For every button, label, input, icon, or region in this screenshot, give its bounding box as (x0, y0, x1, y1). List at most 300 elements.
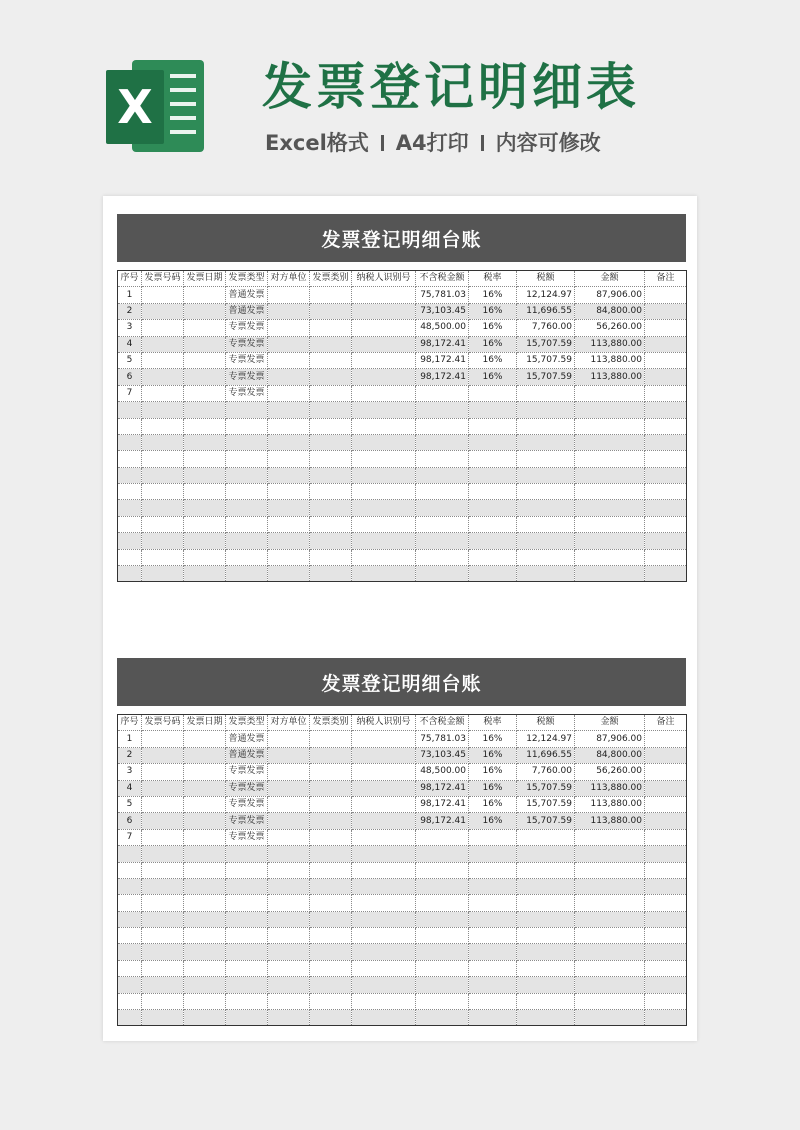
table-cell[interactable] (226, 516, 268, 532)
table-cell[interactable]: 4 (118, 336, 142, 352)
table-cell[interactable]: 普通发票 (226, 731, 268, 747)
table-cell[interactable] (352, 418, 416, 434)
table-cell[interactable] (184, 928, 226, 944)
table-cell[interactable] (469, 434, 517, 450)
table-cell[interactable] (352, 402, 416, 418)
table-cell[interactable] (118, 1010, 142, 1026)
table-cell[interactable] (469, 977, 517, 993)
table-cell[interactable] (310, 878, 352, 894)
table-cell[interactable] (226, 993, 268, 1009)
table-cell[interactable] (517, 402, 575, 418)
table-cell[interactable] (268, 846, 310, 862)
table-cell[interactable] (184, 303, 226, 319)
table-cell[interactable] (517, 484, 575, 500)
table-cell[interactable] (575, 434, 645, 450)
table-cell[interactable] (575, 467, 645, 483)
table-cell[interactable] (310, 434, 352, 450)
table-cell[interactable] (645, 533, 687, 549)
table-cell[interactable] (352, 846, 416, 862)
table-cell[interactable] (184, 944, 226, 960)
table-cell[interactable] (268, 287, 310, 303)
table-cell[interactable] (184, 862, 226, 878)
table-cell[interactable] (142, 780, 184, 796)
table-cell[interactable] (575, 484, 645, 500)
table-cell[interactable] (226, 862, 268, 878)
table-cell[interactable] (118, 467, 142, 483)
table-cell[interactable] (645, 320, 687, 336)
table-cell[interactable] (118, 944, 142, 960)
table-cell[interactable] (142, 287, 184, 303)
table-cell[interactable] (142, 320, 184, 336)
table-cell[interactable] (310, 862, 352, 878)
table-cell[interactable]: 专票发票 (226, 764, 268, 780)
table-cell[interactable] (310, 993, 352, 1009)
table-cell[interactable] (310, 418, 352, 434)
table-cell[interactable] (575, 993, 645, 1009)
table-cell[interactable] (118, 549, 142, 565)
table-cell[interactable] (268, 566, 310, 582)
table-cell[interactable] (645, 731, 687, 747)
table-cell[interactable] (268, 928, 310, 944)
table-cell[interactable] (352, 829, 416, 845)
table-cell[interactable] (226, 418, 268, 434)
table-cell[interactable] (142, 385, 184, 401)
table-cell[interactable] (310, 764, 352, 780)
table-cell[interactable] (469, 549, 517, 565)
table-cell[interactable] (184, 566, 226, 582)
table-cell[interactable] (142, 895, 184, 911)
table-cell[interactable]: 113,880.00 (575, 352, 645, 368)
table-cell[interactable] (645, 796, 687, 812)
table-cell[interactable] (184, 895, 226, 911)
table-cell[interactable] (226, 533, 268, 549)
table-cell[interactable] (416, 467, 469, 483)
table-cell[interactable] (416, 402, 469, 418)
table-cell[interactable] (226, 500, 268, 516)
table-cell[interactable]: 7,760.00 (517, 320, 575, 336)
table-cell[interactable]: 1 (118, 731, 142, 747)
table-cell[interactable] (352, 928, 416, 944)
table-cell[interactable] (416, 911, 469, 927)
table-cell[interactable]: 3 (118, 320, 142, 336)
table-cell[interactable] (517, 500, 575, 516)
table-cell[interactable] (310, 352, 352, 368)
table-cell[interactable] (118, 993, 142, 1009)
table-cell[interactable] (645, 566, 687, 582)
table-cell[interactable] (268, 434, 310, 450)
table-cell[interactable] (645, 895, 687, 911)
table-cell[interactable] (352, 1010, 416, 1026)
table-cell[interactable] (310, 369, 352, 385)
table-cell[interactable] (142, 549, 184, 565)
table-cell[interactable] (517, 434, 575, 450)
table-cell[interactable] (226, 928, 268, 944)
table-cell[interactable] (352, 796, 416, 812)
table-cell[interactable] (645, 352, 687, 368)
table-cell[interactable] (310, 566, 352, 582)
table-cell[interactable] (142, 1010, 184, 1026)
table-cell[interactable] (352, 977, 416, 993)
table-cell[interactable] (352, 944, 416, 960)
table-cell[interactable] (645, 780, 687, 796)
table-cell[interactable] (118, 451, 142, 467)
table-cell[interactable]: 48,500.00 (416, 764, 469, 780)
table-cell[interactable] (268, 352, 310, 368)
table-cell[interactable] (469, 402, 517, 418)
table-cell[interactable] (142, 944, 184, 960)
table-cell[interactable] (575, 911, 645, 927)
table-cell[interactable] (268, 796, 310, 812)
table-cell[interactable] (142, 484, 184, 500)
table-cell[interactable] (142, 747, 184, 763)
table-cell[interactable] (575, 977, 645, 993)
table-cell[interactable] (575, 862, 645, 878)
table-cell[interactable] (416, 516, 469, 532)
table-cell[interactable]: 15,707.59 (517, 780, 575, 796)
table-cell[interactable] (352, 549, 416, 565)
table-cell[interactable] (645, 467, 687, 483)
table-cell[interactable] (268, 467, 310, 483)
table-cell[interactable] (469, 533, 517, 549)
table-cell[interactable] (469, 385, 517, 401)
table-cell[interactable] (118, 402, 142, 418)
table-cell[interactable] (184, 796, 226, 812)
table-cell[interactable] (142, 960, 184, 976)
table-cell[interactable] (469, 566, 517, 582)
table-cell[interactable] (645, 829, 687, 845)
table-cell[interactable] (310, 549, 352, 565)
table-cell[interactable] (469, 1010, 517, 1026)
table-cell[interactable] (142, 928, 184, 944)
table-cell[interactable] (310, 796, 352, 812)
table-cell[interactable]: 113,880.00 (575, 813, 645, 829)
table-cell[interactable] (575, 829, 645, 845)
table-cell[interactable] (517, 451, 575, 467)
table-cell[interactable] (118, 878, 142, 894)
table-cell[interactable] (268, 369, 310, 385)
table-cell[interactable] (142, 977, 184, 993)
table-cell[interactable] (226, 846, 268, 862)
table-cell[interactable] (416, 549, 469, 565)
table-cell[interactable] (310, 911, 352, 927)
table-cell[interactable] (310, 303, 352, 319)
table-cell[interactable] (517, 862, 575, 878)
table-cell[interactable]: 98,172.41 (416, 813, 469, 829)
table-cell[interactable] (416, 960, 469, 976)
table-cell[interactable] (352, 369, 416, 385)
table-cell[interactable]: 专票发票 (226, 352, 268, 368)
table-cell[interactable] (645, 516, 687, 532)
table-cell[interactable]: 84,800.00 (575, 747, 645, 763)
table-cell[interactable]: 2 (118, 303, 142, 319)
table-cell[interactable] (575, 533, 645, 549)
table-cell[interactable] (142, 911, 184, 927)
table-cell[interactable] (268, 516, 310, 532)
table-cell[interactable]: 15,707.59 (517, 336, 575, 352)
table-cell[interactable] (416, 895, 469, 911)
table-cell[interactable] (469, 829, 517, 845)
table-cell[interactable]: 73,103.45 (416, 747, 469, 763)
table-cell[interactable] (268, 960, 310, 976)
table-cell[interactable] (118, 928, 142, 944)
table-cell[interactable] (575, 944, 645, 960)
table-cell[interactable] (226, 484, 268, 500)
table-cell[interactable] (184, 731, 226, 747)
table-cell[interactable] (575, 895, 645, 911)
table-cell[interactable]: 专票发票 (226, 780, 268, 796)
table-cell[interactable] (575, 960, 645, 976)
table-cell[interactable] (352, 813, 416, 829)
table-cell[interactable] (310, 960, 352, 976)
table-cell[interactable] (310, 928, 352, 944)
table-cell[interactable] (184, 993, 226, 1009)
table-cell[interactable] (352, 352, 416, 368)
table-cell[interactable] (184, 320, 226, 336)
table-cell[interactable] (645, 451, 687, 467)
table-cell[interactable] (645, 369, 687, 385)
table-cell[interactable]: 15,707.59 (517, 369, 575, 385)
table-cell[interactable] (118, 516, 142, 532)
table-cell[interactable] (268, 977, 310, 993)
table-cell[interactable] (226, 960, 268, 976)
table-cell[interactable] (645, 911, 687, 927)
table-cell[interactable] (645, 1010, 687, 1026)
table-cell[interactable] (118, 434, 142, 450)
table-cell[interactable] (118, 533, 142, 549)
table-cell[interactable] (184, 780, 226, 796)
table-cell[interactable] (268, 533, 310, 549)
table-cell[interactable] (416, 928, 469, 944)
table-cell[interactable] (645, 862, 687, 878)
table-cell[interactable] (184, 484, 226, 500)
table-cell[interactable] (268, 944, 310, 960)
table-cell[interactable] (645, 484, 687, 500)
table-cell[interactable]: 11,696.55 (517, 303, 575, 319)
table-cell[interactable] (310, 484, 352, 500)
table-cell[interactable] (645, 402, 687, 418)
table-cell[interactable] (352, 731, 416, 747)
table-cell[interactable] (416, 418, 469, 434)
table-cell[interactable] (142, 813, 184, 829)
table-cell[interactable] (310, 500, 352, 516)
table-cell[interactable]: 5 (118, 796, 142, 812)
table-cell[interactable]: 16% (469, 336, 517, 352)
table-cell[interactable] (416, 977, 469, 993)
table-cell[interactable] (142, 533, 184, 549)
table-cell[interactable] (352, 747, 416, 763)
table-cell[interactable]: 75,781.03 (416, 731, 469, 747)
table-cell[interactable] (517, 960, 575, 976)
table-cell[interactable]: 98,172.41 (416, 796, 469, 812)
table-cell[interactable] (645, 418, 687, 434)
table-cell[interactable] (352, 911, 416, 927)
table-cell[interactable] (575, 566, 645, 582)
table-cell[interactable]: 98,172.41 (416, 352, 469, 368)
table-cell[interactable]: 84,800.00 (575, 303, 645, 319)
table-cell[interactable] (268, 747, 310, 763)
table-cell[interactable] (352, 500, 416, 516)
table-cell[interactable] (469, 846, 517, 862)
table-cell[interactable] (226, 977, 268, 993)
table-cell[interactable]: 56,260.00 (575, 320, 645, 336)
table-cell[interactable] (310, 813, 352, 829)
table-cell[interactable] (142, 434, 184, 450)
table-cell[interactable]: 专票发票 (226, 385, 268, 401)
table-cell[interactable] (352, 878, 416, 894)
table-cell[interactable] (645, 336, 687, 352)
table-cell[interactable]: 专票发票 (226, 813, 268, 829)
table-cell[interactable] (226, 566, 268, 582)
table-cell[interactable] (226, 944, 268, 960)
table-cell[interactable] (268, 862, 310, 878)
table-cell[interactable] (310, 320, 352, 336)
table-cell[interactable] (310, 451, 352, 467)
table-cell[interactable] (142, 451, 184, 467)
table-cell[interactable] (645, 960, 687, 976)
table-cell[interactable]: 87,906.00 (575, 731, 645, 747)
table-cell[interactable] (226, 467, 268, 483)
table-cell[interactable] (575, 1010, 645, 1026)
table-cell[interactable] (517, 977, 575, 993)
table-cell[interactable] (118, 862, 142, 878)
table-cell[interactable] (310, 944, 352, 960)
table-cell[interactable] (352, 467, 416, 483)
table-cell[interactable]: 1 (118, 287, 142, 303)
table-cell[interactable]: 16% (469, 369, 517, 385)
table-cell[interactable] (352, 516, 416, 532)
table-cell[interactable] (352, 434, 416, 450)
table-cell[interactable] (517, 516, 575, 532)
table-cell[interactable] (268, 549, 310, 565)
table-cell[interactable] (352, 764, 416, 780)
table-cell[interactable] (645, 549, 687, 565)
table-cell[interactable] (268, 402, 310, 418)
table-cell[interactable]: 专票发票 (226, 796, 268, 812)
table-cell[interactable] (184, 451, 226, 467)
table-cell[interactable] (142, 402, 184, 418)
table-cell[interactable] (184, 911, 226, 927)
table-cell[interactable]: 16% (469, 764, 517, 780)
table-cell[interactable] (142, 764, 184, 780)
table-cell[interactable] (184, 369, 226, 385)
table-cell[interactable] (142, 369, 184, 385)
table-cell[interactable] (352, 336, 416, 352)
table-cell[interactable] (645, 747, 687, 763)
table-cell[interactable] (352, 862, 416, 878)
table-cell[interactable] (645, 813, 687, 829)
table-cell[interactable] (469, 993, 517, 1009)
table-cell[interactable] (517, 467, 575, 483)
table-cell[interactable] (142, 993, 184, 1009)
table-cell[interactable]: 专票发票 (226, 829, 268, 845)
table-cell[interactable]: 113,880.00 (575, 369, 645, 385)
table-cell[interactable] (268, 764, 310, 780)
table-cell[interactable] (184, 418, 226, 434)
table-cell[interactable] (517, 829, 575, 845)
table-cell[interactable] (226, 878, 268, 894)
table-cell[interactable] (469, 418, 517, 434)
table-cell[interactable] (352, 780, 416, 796)
table-cell[interactable] (416, 846, 469, 862)
table-cell[interactable] (352, 895, 416, 911)
table-cell[interactable] (184, 336, 226, 352)
table-cell[interactable] (118, 911, 142, 927)
table-cell[interactable]: 16% (469, 731, 517, 747)
table-cell[interactable] (469, 451, 517, 467)
table-cell[interactable] (645, 928, 687, 944)
table-cell[interactable] (226, 1010, 268, 1026)
table-cell[interactable] (645, 434, 687, 450)
table-cell[interactable] (268, 780, 310, 796)
table-cell[interactable]: 普通发票 (226, 287, 268, 303)
table-cell[interactable]: 6 (118, 369, 142, 385)
table-cell[interactable] (142, 467, 184, 483)
table-cell[interactable]: 7 (118, 829, 142, 845)
table-cell[interactable] (310, 846, 352, 862)
table-cell[interactable] (142, 878, 184, 894)
table-cell[interactable] (310, 336, 352, 352)
table-cell[interactable] (268, 320, 310, 336)
table-cell[interactable] (268, 418, 310, 434)
table-cell[interactable]: 56,260.00 (575, 764, 645, 780)
table-cell[interactable] (268, 385, 310, 401)
table-cell[interactable] (517, 993, 575, 1009)
table-cell[interactable] (184, 385, 226, 401)
table-cell[interactable] (310, 780, 352, 796)
table-cell[interactable] (352, 960, 416, 976)
table-cell[interactable] (416, 484, 469, 500)
table-cell[interactable] (184, 516, 226, 532)
table-cell[interactable] (118, 500, 142, 516)
table-cell[interactable] (142, 352, 184, 368)
table-cell[interactable] (184, 846, 226, 862)
table-cell[interactable] (575, 500, 645, 516)
table-cell[interactable]: 16% (469, 747, 517, 763)
table-cell[interactable] (575, 549, 645, 565)
table-cell[interactable]: 16% (469, 813, 517, 829)
table-cell[interactable] (352, 320, 416, 336)
table-cell[interactable] (142, 862, 184, 878)
table-cell[interactable] (352, 533, 416, 549)
table-cell[interactable] (517, 566, 575, 582)
table-cell[interactable] (268, 303, 310, 319)
table-cell[interactable] (575, 402, 645, 418)
table-cell[interactable] (575, 385, 645, 401)
table-cell[interactable] (184, 878, 226, 894)
table-cell[interactable]: 4 (118, 780, 142, 796)
table-cell[interactable]: 73,103.45 (416, 303, 469, 319)
table-cell[interactable] (416, 862, 469, 878)
table-cell[interactable] (142, 829, 184, 845)
table-cell[interactable] (118, 418, 142, 434)
table-cell[interactable] (226, 549, 268, 565)
table-cell[interactable] (268, 829, 310, 845)
table-cell[interactable] (142, 796, 184, 812)
table-cell[interactable] (184, 747, 226, 763)
table-cell[interactable] (184, 533, 226, 549)
table-cell[interactable]: 2 (118, 747, 142, 763)
table-cell[interactable]: 7 (118, 385, 142, 401)
table-cell[interactable] (469, 911, 517, 927)
table-cell[interactable] (352, 451, 416, 467)
table-cell[interactable] (118, 846, 142, 862)
table-cell[interactable] (645, 500, 687, 516)
table-cell[interactable] (184, 500, 226, 516)
table-cell[interactable] (184, 352, 226, 368)
table-cell[interactable] (517, 549, 575, 565)
table-cell[interactable]: 12,124.97 (517, 287, 575, 303)
table-cell[interactable] (226, 895, 268, 911)
